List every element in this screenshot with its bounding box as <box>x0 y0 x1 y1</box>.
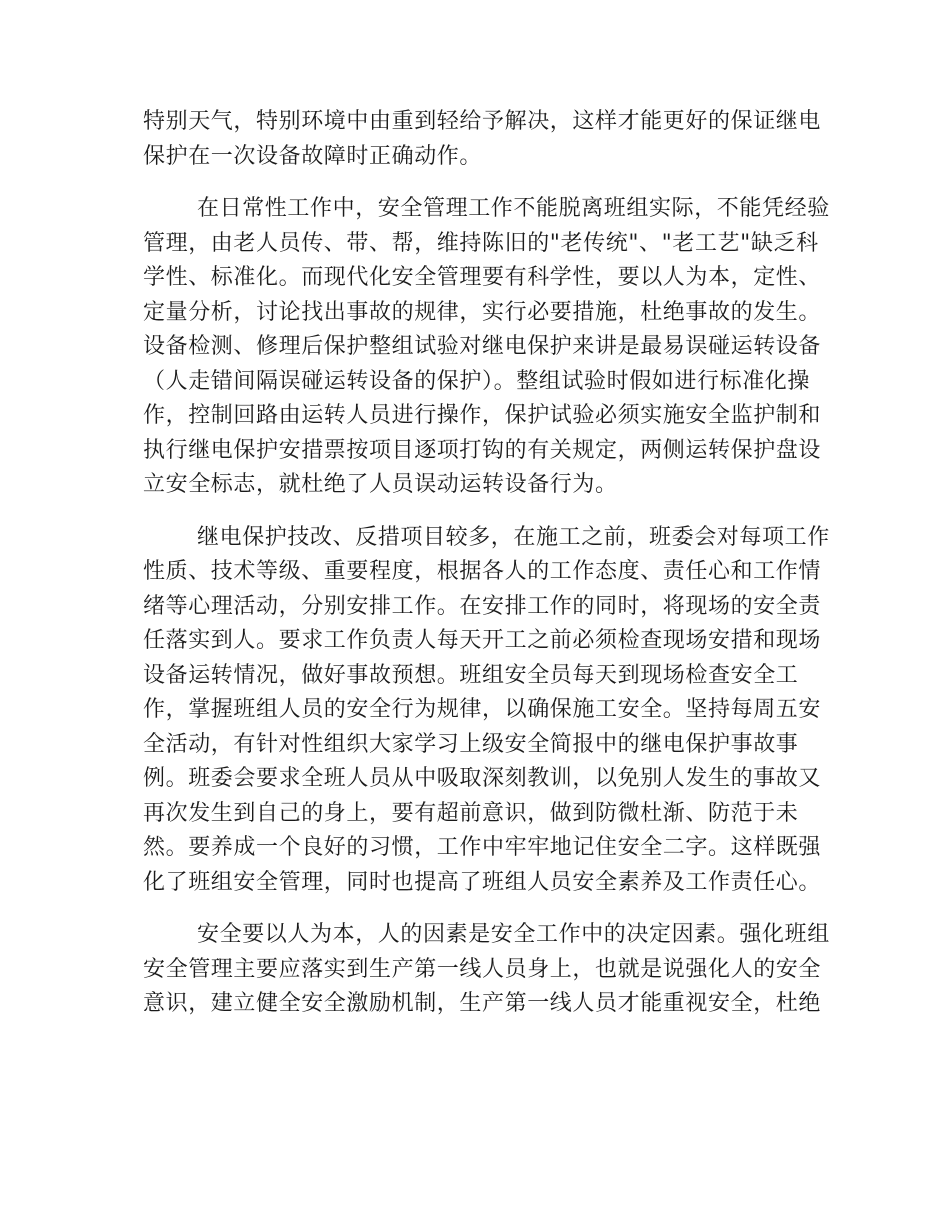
text-line: 设备运转情况，做好事故预想。班组安全员每天到现场检查安全工 <box>143 662 799 688</box>
text-line: 继电保护技改、反措项目较多，在施工之前，班委会对每项工作 <box>197 524 830 550</box>
text-line: 化了班组安全管理，同时也提高了班组人员安全素养及工作责任心。 <box>143 869 822 895</box>
text-line: 学性、标准化。而现代化安全管理要有科学性，要以人为本，定性、 <box>143 265 822 290</box>
paragraph-3 <box>143 521 830 901</box>
text-line: （人走错间隔误碰运转设备的保护）。整组试验时假如进行标准化操 <box>143 368 811 394</box>
text-line: 然。要养成一个良好的习惯，工作中牢牢地记住安全二字。这样既强 <box>143 835 822 860</box>
paragraph-2 <box>143 192 830 503</box>
text-line: 意识，建立健全安全激励机制，生产第一线人员才能重视安全，杜绝 <box>143 991 822 1016</box>
text-line: 作，控制回路由运转人员进行操作，保护试验必须实施安全监护制和 <box>143 403 822 428</box>
text-line: 绪等心理活动，分别安排工作。在安排工作的同时，将现场的安全责 <box>143 593 822 619</box>
text-line: 保护在一次设备故障时正确动作。 <box>143 143 483 169</box>
document-body <box>143 105 830 1040</box>
paragraph-1 <box>143 105 822 174</box>
text-line: 全活动，有针对性组织大家学习上级安全简报中的继电保护事故事 <box>143 731 799 757</box>
paragraph-4 <box>143 918 830 1022</box>
text-line: 安全要以人为本，人的因素是安全工作中的决定因素。强化班组 <box>197 922 830 947</box>
text-line: 设备检测、修理后保护整组试验对继电保护来讲是最易误碰运转设备 <box>143 334 822 359</box>
text-line: 作，掌握班组人员的安全行为规律，以确保施工安全。坚持每周五安 <box>143 697 822 722</box>
text-line: 立安全标志，就杜绝了人员误动运转设备行为。 <box>143 472 618 497</box>
text-line: 例。班委会要求全班人员从中吸取深刻教训，以免别人发生的事故又 <box>143 766 822 791</box>
text-line: 任落实到人。要求工作负责人每天开工之前必须检查现场安措和现场 <box>143 628 822 653</box>
text-line: 特别天气，特别环境中由重到轻给予解决，这样才能更好的保证继电 <box>143 109 822 134</box>
text-line: 管理，由老人员传、带、帮，维持陈旧的"老传统"、"老工艺"缺乏科 <box>143 230 819 256</box>
text-line: 性质、技术等级、重要程度，根据各人的工作态度、责任心和工作情 <box>143 559 822 584</box>
text-line: 在日常性工作中，安全管理工作不能脱离班组实际，不能凭经验 <box>197 196 830 221</box>
text-line: 再次发生到自己的身上，要有超前意识，做到防微杜渐、防范于未 <box>143 800 799 826</box>
text-line: 执行继电保护安措票按项目逐项打钩的有关规定，两侧运转保护盘设 <box>143 437 822 463</box>
text-line: 定量分析，讨论找出事故的规律，实行必要措施，杜绝事故的发生。 <box>143 299 822 325</box>
text-line: 安全管理主要应落实到生产第一线人员身上，也就是说强化人的安全 <box>143 956 822 982</box>
